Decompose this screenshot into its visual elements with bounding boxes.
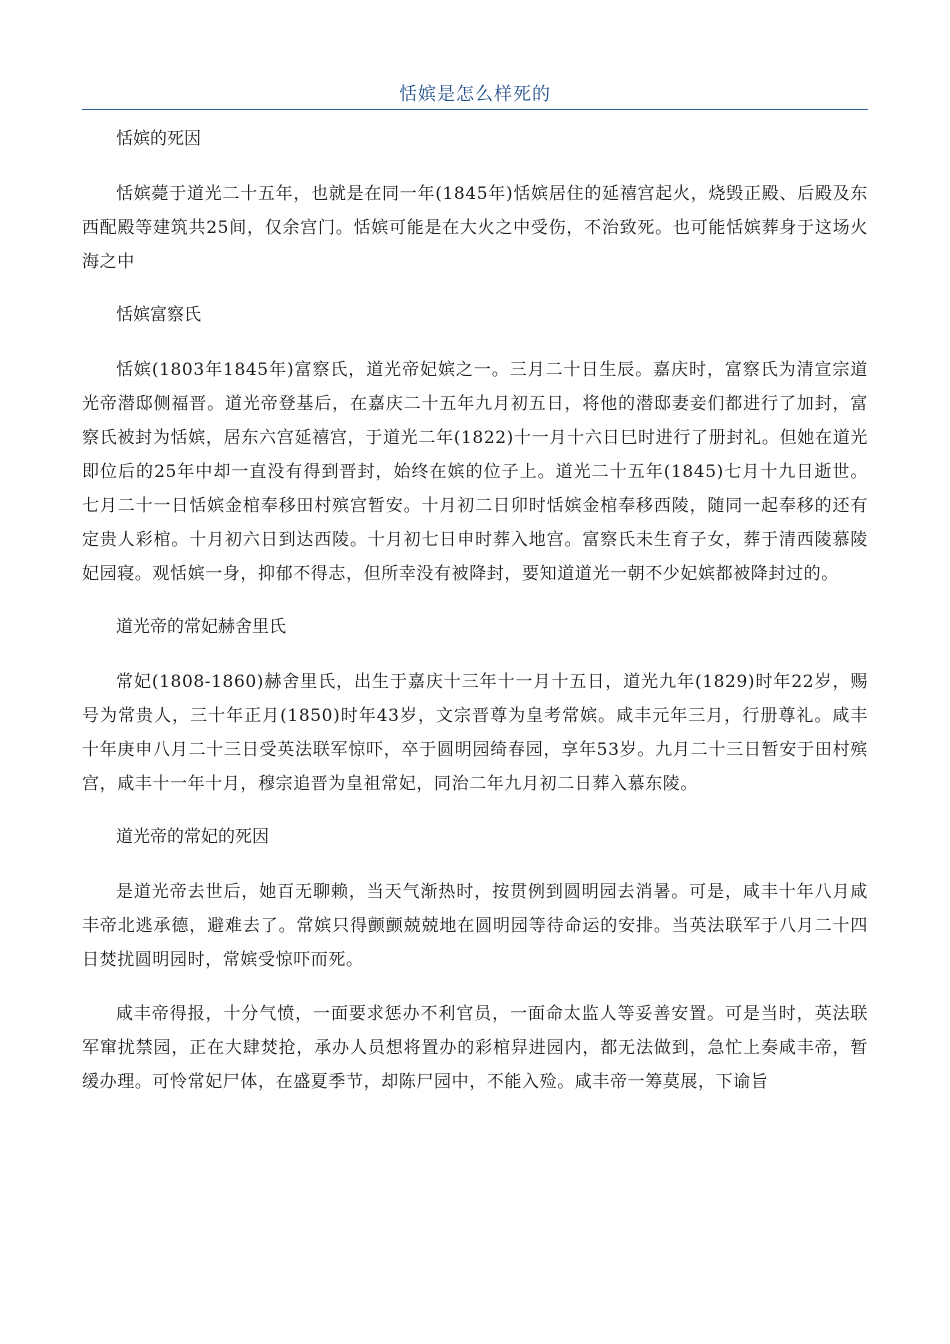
paragraph: 恬嫔薨于道光二十五年，也就是在同一年(1845年)恬嫔居住的延禧宫起火，烧毁正殿、后殿及东西配殿等建筑共25间，仅余宫门。恬嫔可能是在大火之中受伤，不治致死。也可能恬嫔葬身于这场火海之中 [82, 184, 868, 272]
paragraph: 恬嫔(1803年1845年)富察氏，道光帝妃嫔之一。三月二十日生辰。嘉庆时，富察氏为清宣宗道光帝潜邸侧福晋。道光帝登基后，在嘉庆二十五年九月初五日，将他的潜邸妻妾们都进行了加封，富察氏被封为恬嫔，居东六宫延禧宫，于道光二年(1822)十一月十六日巳时进行了册封礼。但她在道光即位后的25年中却一直没有得到晋封，始终在嫔的位子上。道光二十五年(1845)七月十九日逝世。七月二十一日恬嫔金棺奉移田村殡宫暂安。十月初二日卯时恬嫔金棺奉移西陵，随同一起奉移的还有定贵人彩棺。十月初六日到达西陵。十月初七日申时葬入地宫。富察氏未生育子女，葬于清西陵慕陵妃园寝。观恬嫔一身，抑郁不得志，但所幸没有被降封，要知道道光一朝不少妃嫔都被降封过的。 [82, 360, 868, 584]
section-heading-changfei-cause: 道光帝的常妃的死因 [116, 827, 269, 847]
section-heading-changfei: 道光帝的常妃赫舍里氏 [116, 617, 286, 637]
section-heading-tianpin-fuchashi: 恬嫔富察氏 [116, 305, 201, 325]
paragraph: 咸丰帝得报，十分气愤，一面要求惩办不利官员，一面命太监人等妥善安置。可是当时，英法联军窜扰禁园，正在大肆焚抢，承办人员想将置办的彩棺舁进园内，都无法做到，急忙上奏咸丰帝，暂缓办理。可怜常妃尸体，在盛夏季节，却陈尸园中，不能入殓。咸丰帝一筹莫展，下谕旨 [82, 1004, 868, 1092]
paragraph: 是道光帝去世后，她百无聊赖，当天气渐热时，按贯例到圆明园去消暑。可是，咸丰十年八月咸丰帝北逃承德，避难去了。常嫔只得颤颤兢兢地在圆明园等待命运的安排。当英法联军于八月二十四日焚扰圆明园时，常嫔受惊吓而死。 [82, 882, 868, 970]
document-title: 恬嫔是怎么样死的 [399, 84, 551, 105]
document-body [82, 123, 868, 1099]
paragraph: 常妃(1808-1860)赫舍里氏，出生于嘉庆十三年十一月十五日，道光九年(1829)时年22岁，赐号为常贵人，三十年正月(1850)时年43岁，文宗晋尊为皇考常嫔。咸丰元年三月，行册尊礼。咸丰十年庚申八月二十三日受英法联军惊吓，卒于圆明园绮春园，享年53岁。九月二十三日暂安于田村殡宫，咸丰十一年十月，穆宗追晋为皇祖常妃，同治二年九月初二日葬入慕东陵。 [82, 672, 868, 794]
title-underline [82, 109, 868, 110]
section-heading-tianpin-cause: 恬嫔的死因 [116, 129, 201, 149]
